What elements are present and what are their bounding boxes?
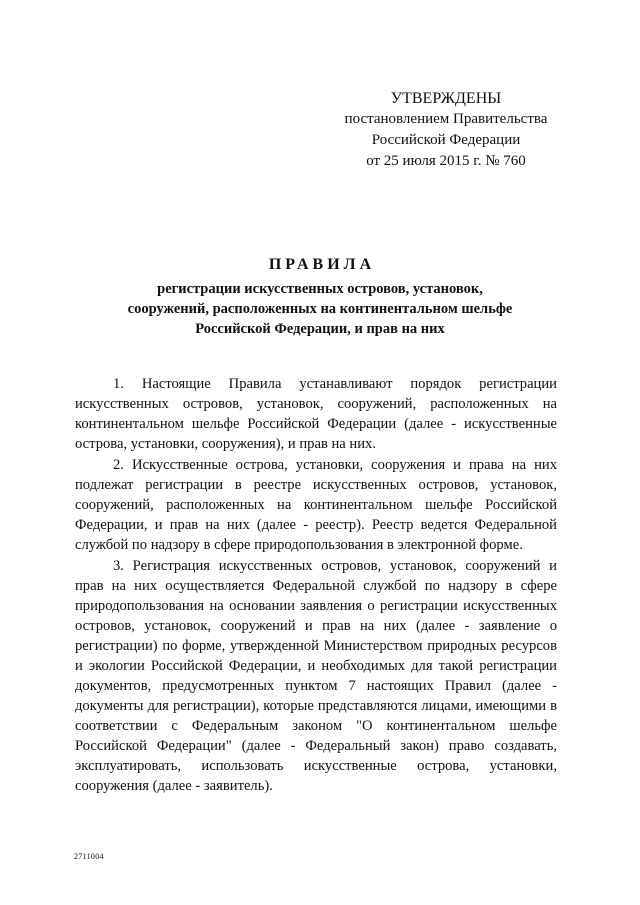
approval-heading: УТВЕРЖДЕНЫ — [390, 90, 502, 107]
subtitle-line-3: Российской Федерации, и прав на них — [195, 321, 445, 337]
approval-block — [330, 88, 562, 172]
paragraph-3: 3. Регистрация искусственных островов, установок, сооружений и прав на них осуществляется Федеральной службой по надзору в сфере природопользования на основании заявления о регистрации искусственных островов, установок, сооружений и прав на них (далее - заявление о регистрации) по форме, утвержденной Министерством природных ресурсов и экологии Российской Федерации, и необходимых для такой регистрации документов, предусмотренных пунктом 7 настоящих Правил (далее - документы для регистрации), которые представляются лицами, имеющими в соответствии с Федеральным законом "О континентальном шельфе Российской Федерации" (далее - Федеральный закон) право создавать, эксплуатировать, использовать искусственные острова, установки, сооружения (далее - заявитель). — [75, 558, 557, 794]
document-subtitle — [90, 279, 550, 339]
document-title: ПРАВИЛА — [268, 256, 376, 273]
subtitle-line-1: регистрации искусственных островов, установок, — [157, 281, 483, 297]
document-number: 2711004 — [74, 852, 104, 861]
subtitle-line-2: сооружений, расположенных на континентальном шельфе — [127, 301, 513, 317]
paragraph-2: 2. Искусственные острова, установки, сооружения и права на них подлежат регистрации в реестре искусственных островов, установок, сооружений, расположенных на континентальном шельфе Российской Федерации, и прав на них (далее - реестр). Реестр ведется Федеральной службой по надзору в сфере природопользования в электронной форме. — [75, 457, 557, 553]
approval-line-country: Российской Федерации — [371, 132, 521, 148]
approval-line-date: от 25 июля 2015 г. № 760 — [366, 153, 526, 169]
paragraph-1: 1. Настоящие Правила устанавливают порядок регистрации искусственных островов, установок, сооружений, расположенных на континентальном шельфе Российской Федерации (далее - искусственные острова, установки, сооружения), и прав на них. — [75, 376, 557, 452]
document-body — [75, 374, 557, 797]
approval-line-decree: постановлением Правительства — [344, 111, 548, 127]
